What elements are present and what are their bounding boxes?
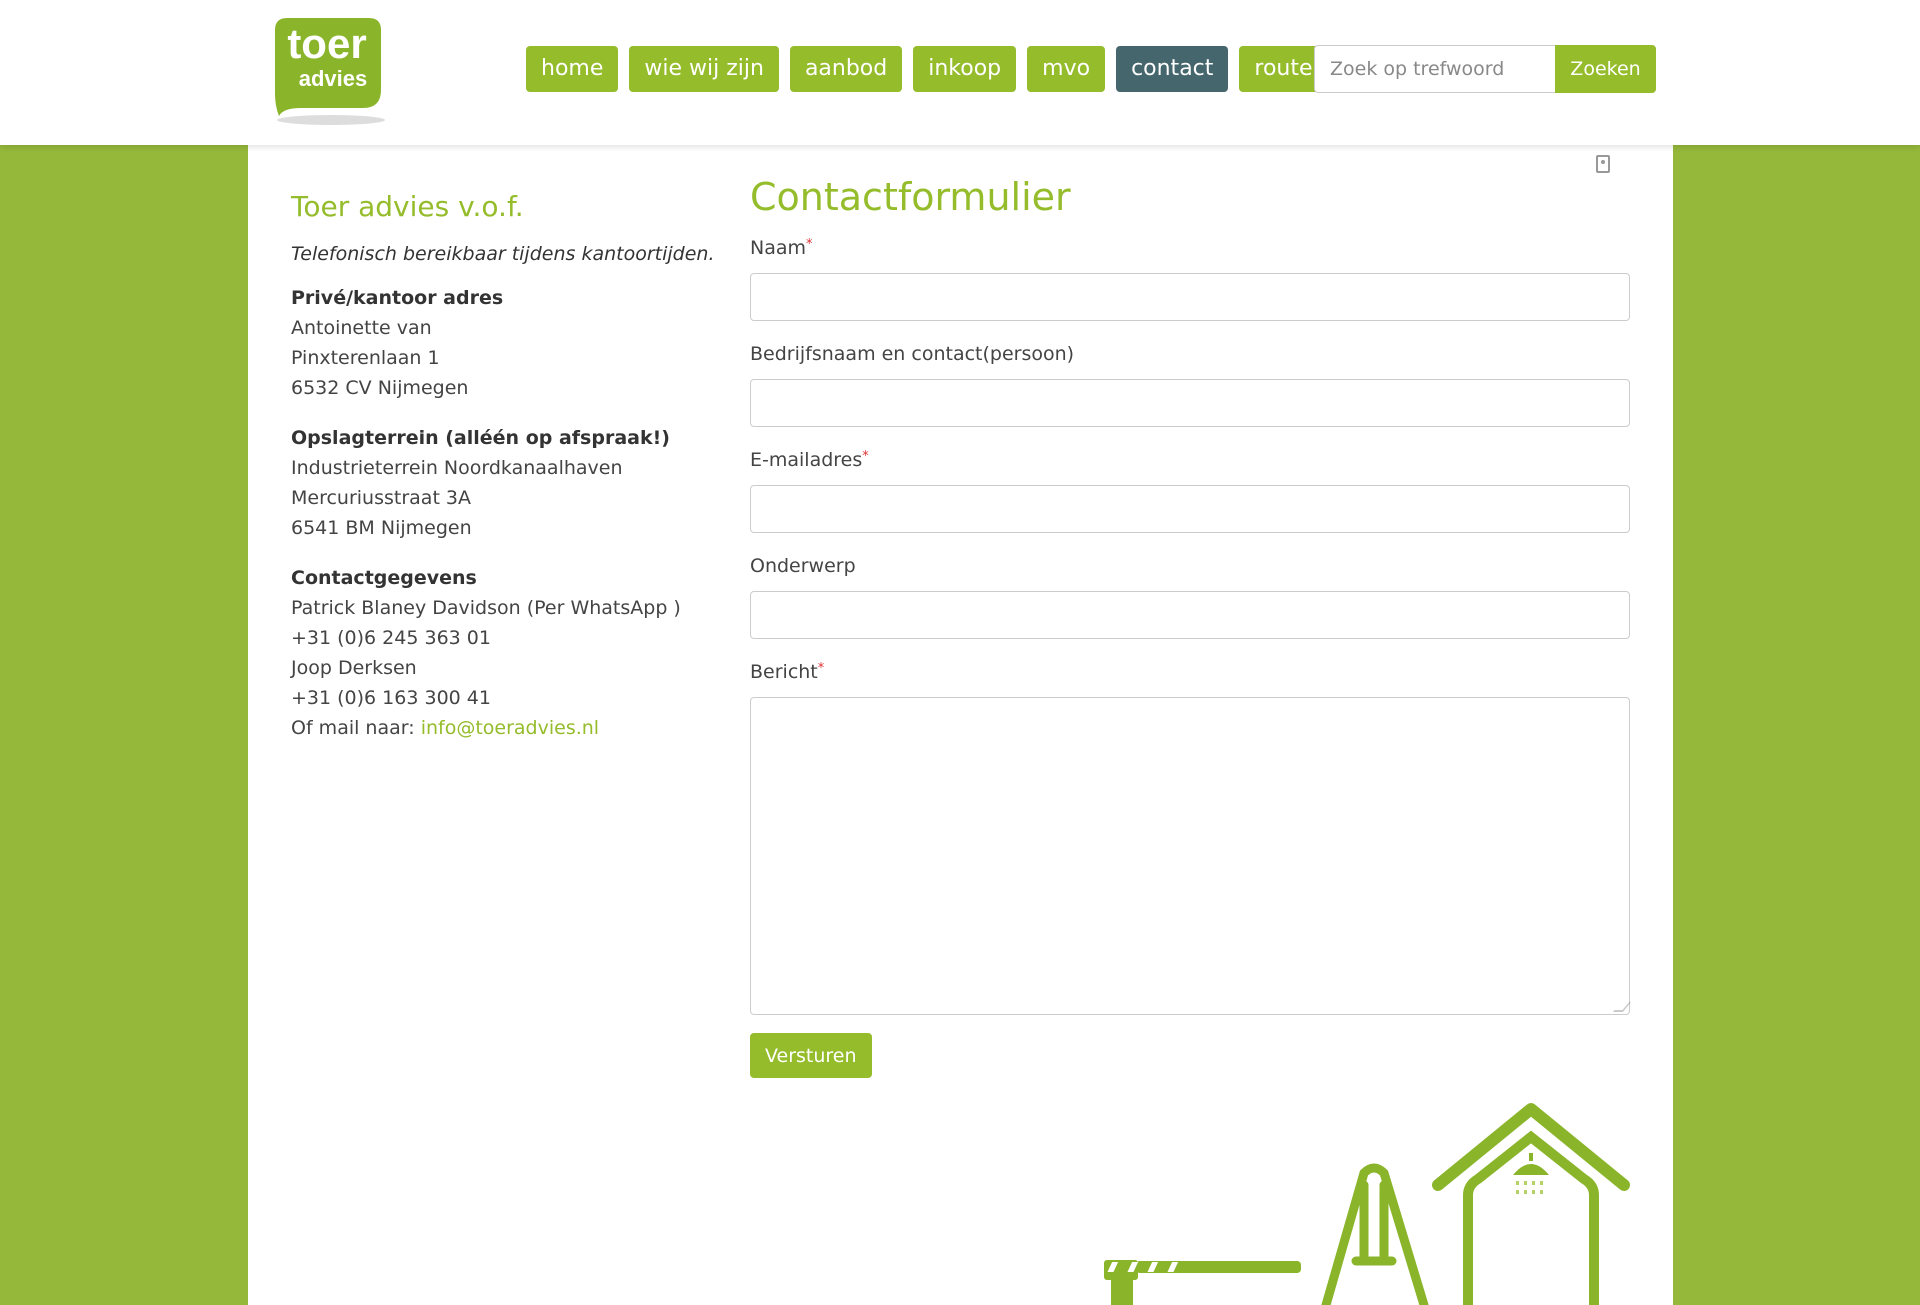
required-mark: * <box>806 237 813 252</box>
company-label: Bedrijfsnaam en contact(persoon) <box>750 343 1075 365</box>
submit-button[interactable]: Versturen <box>750 1033 872 1078</box>
nav-inkoop[interactable]: inkoop <box>913 46 1016 92</box>
shower-house-icon <box>1438 1109 1624 1305</box>
swing-icon <box>1326 1168 1424 1305</box>
company-input[interactable] <box>750 379 1630 427</box>
email-field-group <box>750 449 1630 533</box>
name-label: Naam* <box>750 237 813 259</box>
storage-heading: Opslagterrein (alléén op afspraak!) <box>291 427 670 449</box>
office-address <box>291 283 721 403</box>
main-nav <box>526 46 1339 92</box>
contact-card-icon[interactable] <box>1596 155 1610 173</box>
tagline: Telefonisch bereikbaar tijdens kantoortijden. <box>291 243 715 265</box>
contact-line: +31 (0)6 163 300 41 <box>291 687 491 709</box>
subject-field-group <box>750 555 1630 639</box>
required-mark: * <box>862 449 869 464</box>
address-line: 6532 CV Nijmegen <box>291 377 469 399</box>
address-line: Pinxterenlaan 1 <box>291 347 440 369</box>
contact-line: Patrick Blaney Davidson (Per WhatsApp ) <box>291 597 681 619</box>
email-input[interactable] <box>750 485 1630 533</box>
message-label: Bericht* <box>750 661 825 683</box>
search-form <box>1314 45 1656 93</box>
message-textarea[interactable] <box>750 697 1630 1015</box>
company-field-group <box>750 343 1630 427</box>
contact-form <box>750 175 1630 1078</box>
office-heading: Privé/kantoor adres <box>291 287 504 309</box>
nav-wie-wij-zijn[interactable]: wie wij zijn <box>629 46 779 92</box>
search-input[interactable] <box>1314 45 1555 93</box>
nav-home[interactable]: home <box>526 46 618 92</box>
form-title: Contactformulier <box>750 175 1071 219</box>
company-info <box>291 190 721 763</box>
contact-line: Joop Derksen <box>291 657 417 679</box>
name-field-group <box>750 237 1630 321</box>
mail-line <box>291 713 721 743</box>
barrier-icon <box>1067 1260 1301 1305</box>
name-input[interactable] <box>750 273 1630 321</box>
required-mark: * <box>817 661 825 676</box>
address-line: Industrieterrein Noordkanaalhaven <box>291 457 623 479</box>
search-button[interactable]: Zoeken <box>1555 45 1656 93</box>
address-line: 6541 BM Nijmegen <box>291 517 472 539</box>
subject-input[interactable] <box>750 591 1630 639</box>
message-field-group <box>750 661 1630 1015</box>
nav-contact[interactable]: contact <box>1116 46 1228 92</box>
email-label: E-mailadres* <box>750 449 869 471</box>
site-header <box>0 0 1920 145</box>
content-panel <box>248 145 1673 1305</box>
address-line: Antoinette van <box>291 317 432 339</box>
contact-line: +31 (0)6 245 363 01 <box>291 627 491 649</box>
nav-route[interactable]: route <box>1239 46 1327 92</box>
resize-grip-icon[interactable] <box>1613 1002 1631 1012</box>
address-line: Mercuriusstraat 3A <box>291 487 472 509</box>
storage-address <box>291 423 721 543</box>
mail-prefix: Of mail naar: <box>291 717 421 739</box>
svg-text:advies: advies <box>298 66 368 91</box>
contact-details <box>291 563 721 743</box>
nav-mvo[interactable]: mvo <box>1027 46 1105 92</box>
toeradvies-logo[interactable] <box>273 16 391 128</box>
company-name: Toer advies v.o.f. <box>291 190 524 223</box>
contact-heading: Contactgegevens <box>291 567 477 589</box>
nav-aanbod[interactable]: aanbod <box>790 46 902 92</box>
subject-label: Onderwerp <box>750 555 856 577</box>
email-link[interactable]: info@toeradvies.nl <box>420 717 600 739</box>
campsite-illustration <box>1048 1095 1668 1305</box>
svg-text:toer: toer <box>287 20 367 67</box>
